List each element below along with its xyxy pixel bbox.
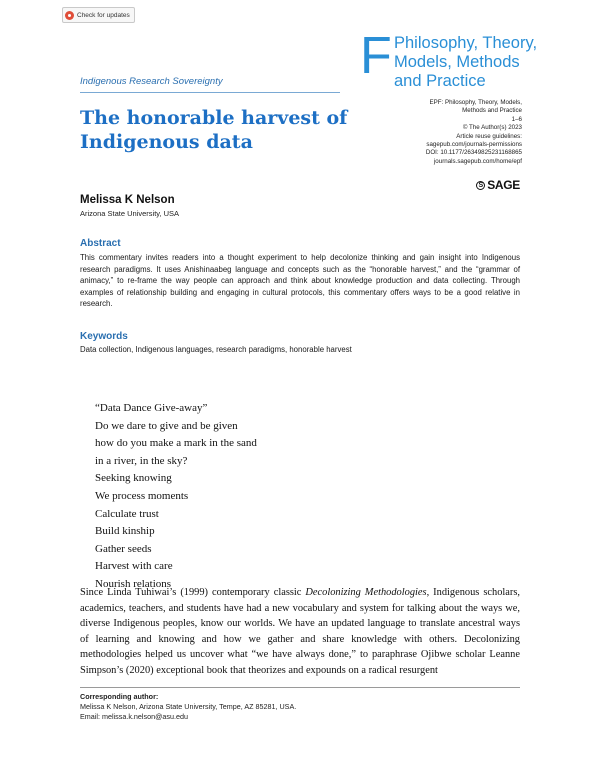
body-text-part: , Indigenous scholars, academics, teachers, and students have had a new vocabulary and system for talking about the ways we, diverse Indigenous peoples, know our worlds. We have an updated language to translate ancestral ways of learning and knowing and how we gather and share knowledge with others. Decolonizing methodologies helped us uncover what “we have always done,” to paraphrase Ojibwe scholar Leanne Simpson’s (2020) exceptional book that theorizes and expounds on a radical resurgent xyxy=(80,587,520,676)
footer-divider xyxy=(80,687,520,688)
journal-name-line: Models, Methods xyxy=(394,53,520,71)
author-name: Melissa K Nelson xyxy=(80,194,175,206)
meta-copyright: © The Author(s) 2023 xyxy=(462,124,522,132)
body-text-part: Since Linda Tuhiwai’s (1999) contemporary classic xyxy=(80,587,306,598)
title-line: The honorable harvest of xyxy=(80,107,348,129)
check-for-updates-label: Check for updates xyxy=(77,11,130,19)
poem-line: We process moments xyxy=(95,489,189,502)
poem-line: Harvest with care xyxy=(95,560,173,573)
poem-line: in a river, in the sky? xyxy=(95,454,188,467)
meta-pages: 1–6 xyxy=(511,115,522,123)
sage-logo-icon: S xyxy=(476,181,485,190)
poem-line: Build kinship xyxy=(95,525,155,538)
correspondence-email[interactable]: Email: melissa.k.nelson@asu.edu xyxy=(80,712,188,721)
crossmark-icon xyxy=(65,11,74,20)
poem-line: Nourish relations xyxy=(95,577,172,590)
poem-line: Do we dare to give and be given xyxy=(95,419,238,432)
meta-journal-link[interactable]: journals.sagepub.com/home/epf xyxy=(433,157,522,165)
book-title: Decolonizing Methodologies xyxy=(305,587,427,598)
journal-logo-letter: F xyxy=(360,27,392,85)
publisher-name: SAGE xyxy=(487,178,520,192)
correspondence-address: Melissa K Nelson, Arizona State University, Tempe, AZ 85281, USA. xyxy=(80,702,297,711)
correspondence-heading: Corresponding author: xyxy=(80,692,159,701)
meta-doi-link[interactable]: DOI: 10.1177/26349825231168865 xyxy=(425,149,522,157)
keywords-heading: Keywords xyxy=(80,331,128,342)
keywords-text: Data collection, Indigenous languages, research paradigms, honorable harvest xyxy=(80,345,352,354)
poem-line: Seeking knowing xyxy=(95,472,172,485)
check-for-updates-badge[interactable] xyxy=(62,7,135,23)
meta-journal: EPF: Philosophy, Theory, Models, xyxy=(429,99,522,106)
title-line: Indigenous data xyxy=(80,131,253,153)
publisher-logo xyxy=(476,178,520,192)
section-divider xyxy=(80,92,340,93)
journal-name-line: Philosophy, Theory, xyxy=(394,34,538,52)
section-label: Indigenous Research Sovereignty xyxy=(80,76,223,87)
poem-line: Gather seeds xyxy=(95,542,152,555)
meta-reuse: Article reuse guidelines: xyxy=(456,132,522,140)
poem-title: “Data Dance Give-away” xyxy=(95,402,208,414)
abstract-text: This commentary invites readers into a thought experiment to help decolonize thinking and gain insight into Indigenous research paradigms. It uses Anishinaabeg language and concepts such as the “honorable harvest,” and the “grammar of animacy,” to re-frame the way people can approach and think about knowledge production and data collecting. Through examples of relationship building and engaging in cultural protocols, this commentary offers ways to be a good relative in research. xyxy=(80,253,520,308)
article-metadata xyxy=(426,99,522,166)
poem-line: Calculate trust xyxy=(95,507,159,520)
meta-journal-cont: Methods and Practice xyxy=(462,107,522,115)
correspondence-block xyxy=(80,692,296,722)
journal-name xyxy=(394,34,564,91)
author-affiliation: Arizona State University, USA xyxy=(80,209,180,218)
meta-permissions-link[interactable]: sagepub.com/journals-permissions xyxy=(426,141,522,149)
body-paragraph xyxy=(80,585,520,679)
journal-name-line: and Practice xyxy=(394,72,486,90)
abstract-heading: Abstract xyxy=(80,238,121,249)
poem xyxy=(95,400,257,594)
poem-line: how do you make a mark in the sand xyxy=(95,437,257,450)
article-title xyxy=(80,106,370,154)
